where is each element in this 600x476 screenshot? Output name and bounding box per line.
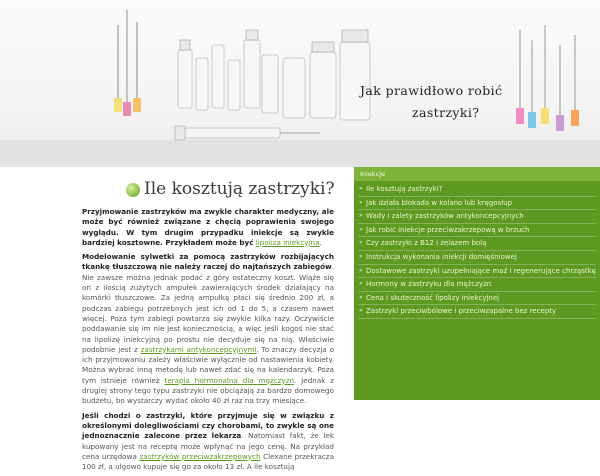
sidebar-item-label: Zastrzyki przeciwbólowe i przeciwzapalne bez recepty [366, 307, 557, 316]
sidebar-item-label: Dostawowe zastrzyki uzupełniające maź i regenerujące chrząstkę [366, 266, 596, 275]
site-title [360, 80, 510, 124]
bullet-icon: » [359, 212, 363, 220]
sidebar-item-hormony[interactable] [358, 278, 596, 292]
sidebar-item-b12[interactable] [358, 237, 596, 251]
sidebar-item-label: Wady i zalety zastrzyków antykoncepcyjnych [366, 212, 524, 221]
paragraph-2 [82, 252, 334, 406]
sidebar [354, 167, 600, 400]
paragraph-2-bold: Modelowanie sylwetki za pomocą zastrzyków rozbijających tkankę tłuszczową nie należy raczej do najtańszych zabiegów [82, 252, 334, 272]
paragraph-1-bold: Przyjmowanie zastrzyków ma zwykle charakter medyczny, ale może być również związane z chęcią poprawienia swojego wyglądu. W tym drugim przypadku iniekcje są zwykle bardziej kosztowne. Przykładem może być [82, 207, 334, 247]
sidebar-item-domiesniowa[interactable] [358, 251, 596, 265]
syringes-illustration [0, 0, 600, 167]
sidebar-item-label: Instrukcja wykonania iniekcji domięśniowej [366, 252, 517, 261]
sidebar-item-antykoncepcja[interactable] [358, 210, 596, 224]
hormone-therapy-link[interactable]: terapia hormonalna dla mężczyzn [164, 375, 295, 385]
sidebar-item-label: Jak działa blokada w kolano lub kręgosłup [366, 198, 513, 207]
sidebar-title: Iniekcje [360, 170, 385, 178]
paragraph-3-text: . Natomiast fakt, że lek kupowany jest na receptę może wpłynąć na jego cenę. Na przykład cena urzędowa [82, 431, 334, 461]
bullet-icon: » [359, 307, 363, 315]
green-bullet-icon [126, 183, 140, 197]
site-title-line2: zastrzyki? [412, 105, 480, 120]
header-banner [0, 0, 600, 167]
bullet-icon: » [359, 266, 363, 274]
sidebar-item-label: Ile kosztują zastrzyki? [366, 185, 443, 193]
paragraph-2-text2: . To znaczy decyzja o ich przyjmowaniu zależy właściwie wyłącznie od nastawienia kobiety. Można wybrać inną metodę lub nawet zdać się na kalendarzyk. Poza tym istnieje również [82, 344, 334, 385]
sidebar-item-label: Cena i skuteczność lipolizy iniekcyjnej [366, 293, 500, 302]
paragraph-3-bold: Jeśli chodzi o zastrzyki, które przyjmuje się w związku z określonymi dolegliwościami czy chorobami, to zwykle są one jednoznacznie zalecone przez lekarza [82, 410, 334, 441]
sidebar-item-lipoliza[interactable] [358, 292, 596, 306]
paragraph-3-text2: Clexane przekracza 100 zł, a ulgowo kupuje się go za około 13 zł. A ile kosztują [82, 451, 334, 472]
sidebar-item-label: Hormony w zastrzyku dla mężczyzn [366, 280, 492, 289]
sidebar-menu [358, 183, 596, 319]
sidebar-item-przeciwzakrzepowa[interactable] [358, 224, 596, 238]
paragraph-2-text: . Nie zawsze można jednak podać z góry ostateczny koszt. Wiąże się on z ilością zużytych ampułek zawierających środek działający na komórki tłuszczowe. Za jedną ampułkę płaci się średnio 200 zł, a podczas zabiegu potrzebnych jest ich od 1 do 5, a czasem nawet więcej. Poza tym zabiegi powtarza się zwykle kilka razy. Oczywiście poddawanie się im nie jest koniecznością, a więc jeśli kogoś nie stać na lipolizę iniekcyjną po prostu nie decyduje się na nią. Właściwie podobnie jest z [82, 262, 334, 354]
bullet-icon: » [359, 185, 363, 192]
bullet-icon: » [359, 239, 363, 247]
paragraph-1 [82, 207, 334, 248]
sidebar-item-przeciwbolowe[interactable] [358, 305, 596, 319]
article-body [82, 207, 334, 476]
paragraph-3 [82, 411, 334, 473]
sidebar-item-dostawowe[interactable] [358, 265, 596, 279]
paragraph-2-text3: . Jednak z drugiej strony tego typu zastrzyki nie obciążają za bardzo domowego budżetu, bo wystarczy wydać około 40 zł raz na trzy miesiące. [82, 375, 334, 406]
bullet-icon: » [359, 280, 363, 288]
paragraph-1-end: . [319, 237, 322, 247]
sidebar-item-ile-kosztuja[interactable] [358, 183, 596, 197]
bullet-icon: » [359, 225, 363, 233]
contraceptive-injections-link[interactable]: zastrzykami antykoncepcyjnymi [140, 344, 257, 354]
sidebar-item-label: Jak robić iniekcje przeciwzakrzepową w brzuch [366, 225, 530, 234]
sidebar-item-blokada[interactable] [358, 197, 596, 211]
lipolysis-link[interactable]: lipoliza iniekcyjna [255, 237, 320, 247]
bullet-icon: » [359, 293, 363, 301]
content-area [0, 167, 600, 472]
anticoagulant-injections-link[interactable]: zastrzyków przeciwzakrzepowych [139, 451, 261, 461]
sidebar-item-label: Czy zastrzyki z B12 i żelazem bolą [366, 239, 487, 248]
sidebar-header [354, 167, 600, 181]
bullet-icon: » [359, 198, 363, 206]
page-title: Ile kosztują zastrzyki? [144, 179, 335, 199]
site-title-line1: Jak prawidłowo robić [360, 83, 503, 98]
bullet-icon: » [359, 252, 363, 260]
main-column [82, 167, 335, 472]
